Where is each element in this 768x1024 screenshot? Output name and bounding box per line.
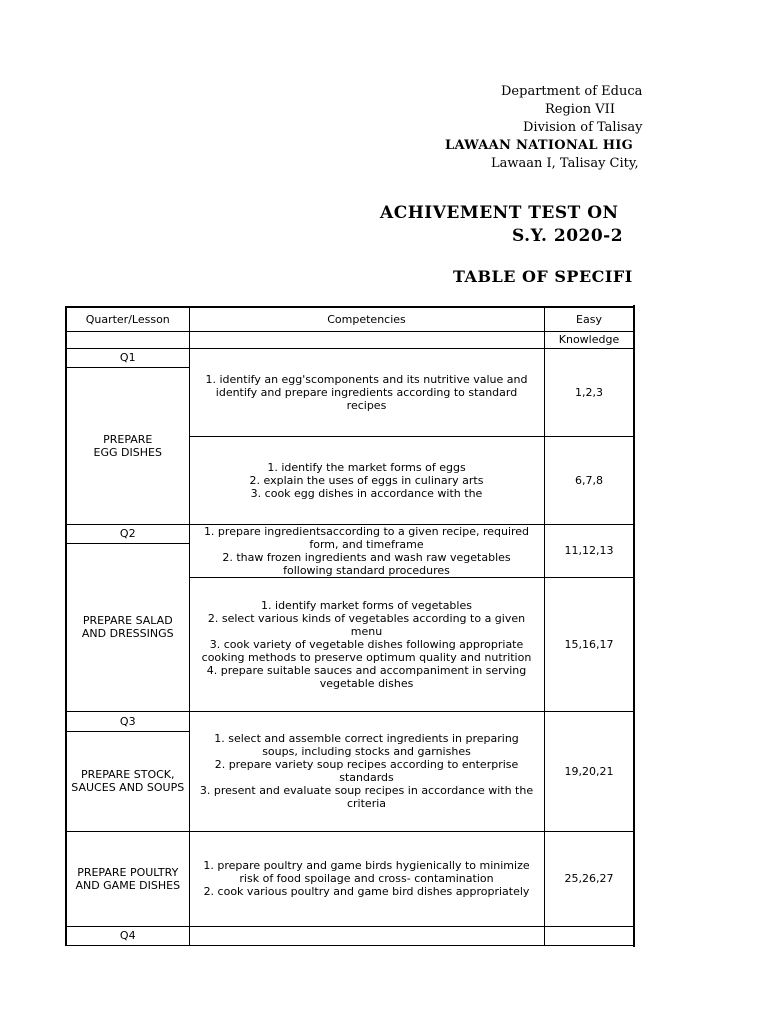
quarter-label-q2: Q2: [66, 524, 189, 543]
competency-cell-1: 1. identify an egg'scomponents and its nutritive value and identify and prepare ingredients according to standard recipes: [189, 348, 544, 436]
quarter-label-q1: Q1: [66, 348, 189, 367]
lesson-poultry-game: PREPARE POULTRY AND GAME DISHES: [66, 831, 189, 926]
table-header-row: [66, 307, 634, 331]
table-row: [66, 711, 634, 731]
header-division: Division of Talisay: [523, 120, 643, 135]
header-address: Lawaan I, Talisay City,: [491, 156, 639, 171]
tos-title: TABLE OF SPECIFI: [453, 267, 633, 286]
header-competencies: Competencies: [189, 307, 544, 331]
subheader-blank-comp: [189, 331, 544, 348]
competency-cell-6: 1. prepare poultry and game birds hygienically to minimize risk of food spoilage and cross- contamination 2. cook various poultry and game bird dishes appropriately: [189, 831, 544, 926]
specification-table: [65, 306, 634, 946]
easy-items-6: 25,26,27: [544, 831, 634, 926]
subheader-blank: [66, 331, 189, 348]
table-row: [66, 831, 634, 926]
lesson-egg-dishes: PREPARE EGG DISHES: [66, 367, 189, 524]
competency-cell-3: 1. prepare ingredientsaccording to a given recipe, required form, and timeframe 2. thaw frozen ingredients and wash raw vegetables following standard procedures: [189, 524, 544, 577]
table-row: [66, 348, 634, 367]
competency-cell-5: 1. select and assemble correct ingredients in preparing soups, including stocks and garnishes 2. prepare variety soup recipes according to enterprise standards 3. present and evaluate soup recipes in accordance with the criteria: [189, 711, 544, 831]
header-school-name: LAWAAN NATIONAL HIG: [445, 138, 634, 153]
header-region: Region VII: [545, 102, 615, 117]
lesson-salad-dressings: PREPARE SALAD AND DRESSINGS: [66, 543, 189, 711]
quarter-label-q4: Q4: [66, 926, 189, 945]
header-quarter-lesson: Quarter/Lesson: [66, 307, 189, 331]
header-department: Department of Educa: [501, 84, 643, 99]
easy-items-4: 15,16,17: [544, 577, 634, 711]
competency-cell-7: [189, 926, 544, 945]
header-easy: Easy: [544, 307, 634, 331]
easy-items-1: 1,2,3: [544, 348, 634, 436]
lesson-stock-sauces-soups: PREPARE STOCK, SAUCES AND SOUPS: [66, 731, 189, 831]
quarter-label-q3: Q3: [66, 711, 189, 731]
test-title: ACHIVEMENT TEST ON: [380, 203, 619, 223]
table-right-edge: [633, 305, 635, 947]
easy-items-7: [544, 926, 634, 945]
competency-cell-4: 1. identify market forms of vegetables 2. select various kinds of vegetables according to a given menu 3. cook variety of vegetable dishes following appropriate cooking methods to preserve optimum quality and nutrition 4. prepare suitable sauces and accompaniment in serving vegetable dishes: [189, 577, 544, 711]
easy-items-2: 6,7,8: [544, 436, 634, 524]
easy-items-5: 19,20,21: [544, 711, 634, 831]
table-row: [66, 926, 634, 945]
table-subheader-row: [66, 331, 634, 348]
easy-items-3: 11,12,13: [544, 524, 634, 577]
competency-cell-2: 1. identify the market forms of eggs 2. explain the uses of eggs in culinary arts 3. cook egg dishes in accordance with the: [189, 436, 544, 524]
subheader-knowledge: Knowledge: [544, 331, 634, 348]
table-row: [66, 524, 634, 543]
school-year: S.Y. 2020-2: [512, 226, 624, 246]
